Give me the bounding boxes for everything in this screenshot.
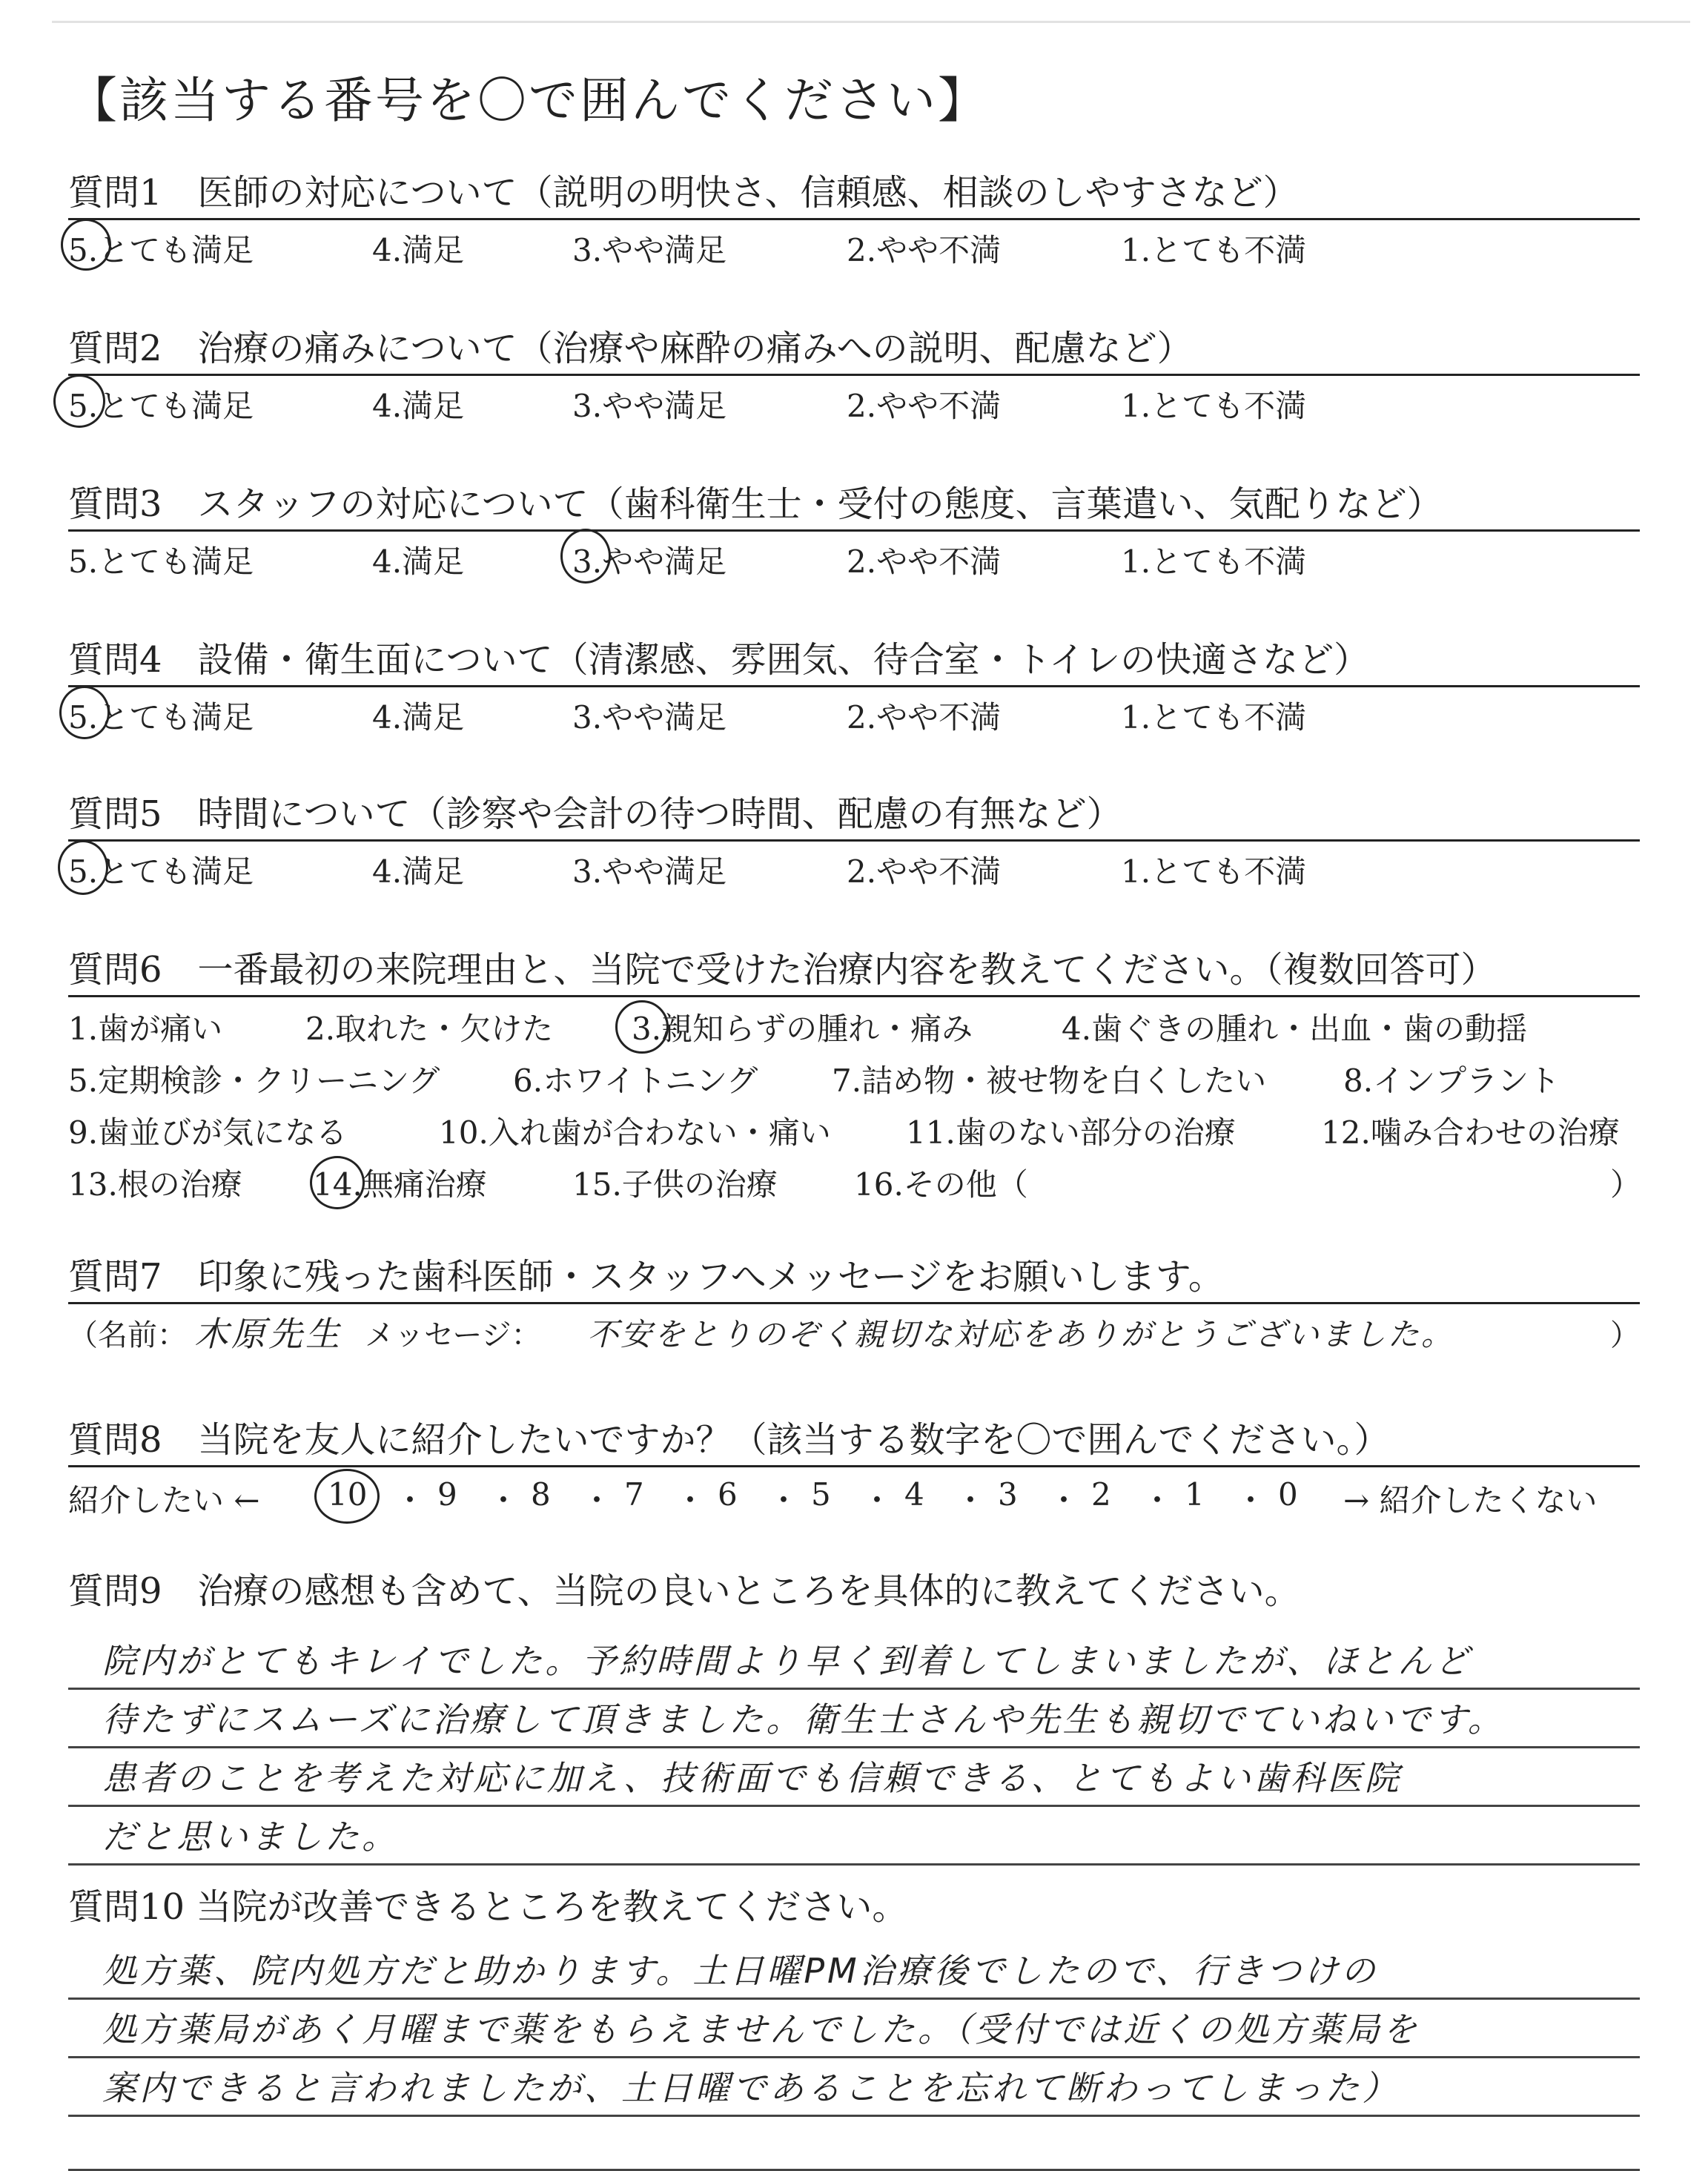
selection-circle — [560, 529, 611, 584]
scale-dot: ・ — [675, 1482, 706, 1519]
q6-option-14[interactable]: 14.無痛治療 — [313, 1166, 487, 1203]
question-3 — [68, 480, 1640, 580]
selection-circle — [53, 374, 105, 428]
q6-other-close: ） — [1610, 1166, 1642, 1203]
q6-option-3[interactable]: 3.親知らずの腫れ・痛み — [632, 1011, 973, 1047]
option-4[interactable]: 4.満足 — [372, 232, 465, 268]
question-10 — [68, 1883, 1640, 2171]
question-title: 質問5 時間について（診察や会計の待つ時間、配慮の有無など） — [68, 793, 1122, 835]
scale-dot: ・ — [581, 1482, 613, 1519]
question-title: 質問8 当院を友人に紹介したいですか？（該当する数字を〇で囲んでください。） — [68, 1419, 1390, 1461]
question-title: 質問4 設備・衛生面について（清潔感、雰囲気、待合室・トイレの快適さなど） — [68, 639, 1370, 681]
option-1[interactable]: 1.とても不満 — [1121, 388, 1307, 424]
option-3[interactable]: 3.やや満足 — [572, 232, 727, 268]
answer-line[interactable]: 案内できると言われましたが、土日曜であることを忘れて断わってしまった） — [68, 2058, 1640, 2117]
scale-dot: ・ — [768, 1482, 800, 1519]
q6-option-7[interactable]: 7.詰め物・被せ物を白くしたい — [832, 1063, 1267, 1099]
answer-line[interactable]: 処方薬局があく月曜まで薬をもらえませんでした。（受付では近くの処方薬局を — [68, 2000, 1640, 2058]
q6-option-1[interactable]: 1.歯が痛い — [68, 1011, 223, 1047]
rating-options — [68, 532, 1640, 580]
q6-row-1 — [68, 997, 1640, 1049]
scale-10[interactable]: 10 — [328, 1476, 368, 1513]
q6-row-2 — [68, 1049, 1640, 1101]
option-4[interactable]: 4.満足 — [372, 543, 465, 580]
recommend-scale — [68, 1467, 1640, 1519]
q6-option-4[interactable]: 4.歯ぐきの腫れ・出血・歯の動揺 — [1062, 1011, 1528, 1047]
scale-1[interactable]: 1 — [1185, 1476, 1205, 1513]
selection-circle — [58, 840, 108, 895]
q6-option-2[interactable]: 2.取れた・欠けた — [305, 1011, 554, 1047]
option-2[interactable]: 2.やや不満 — [847, 543, 1002, 580]
question-title: 質問9 治療の感想も含めて、当院の良いところを具体的に教えてください。 — [68, 1570, 1300, 1612]
option-2[interactable]: 2.やや不満 — [847, 699, 1002, 736]
question-7 — [68, 1253, 1640, 1353]
q6-row-4 — [68, 1153, 1640, 1205]
rating-options — [68, 376, 1640, 424]
question-title: 質問7 印象に残った歯科医師・スタッフへメッセージをお願いします。 — [68, 1256, 1224, 1298]
option-3[interactable]: 3.やや満足 — [572, 853, 727, 890]
scale-9[interactable]: 9 — [437, 1476, 457, 1513]
scale-dot: ・ — [955, 1482, 987, 1519]
q6-option-16[interactable]: 16.その他（ — [854, 1166, 1028, 1203]
answer-lines — [68, 1941, 1640, 2171]
question-title: 質問6 一番最初の来院理由と、当院で受けた治療内容を教えてください。（複数回答可） — [68, 949, 1497, 991]
answer-line[interactable]: 処方薬、院内処方だと助かります。土日曜PM治療後でしたので、行きつけの — [68, 1941, 1640, 2000]
q6-option-15[interactable]: 15.子供の治療 — [572, 1166, 778, 1203]
scale-8[interactable]: 8 — [531, 1476, 551, 1513]
option-3[interactable]: 3.やや満足 — [572, 543, 727, 580]
message-label: メッセージ： — [365, 1318, 541, 1352]
answer-line[interactable]: 待たずにスムーズに治療して頂きました。衛生士さんや先生も親切でていねいです。 — [68, 1690, 1640, 1748]
option-1[interactable]: 1.とても不満 — [1121, 232, 1307, 268]
option-1[interactable]: 1.とても不満 — [1121, 543, 1307, 580]
rating-options — [68, 842, 1640, 890]
q6-option-6[interactable]: 6.ホワイトニング — [513, 1063, 758, 1099]
q6-option-13[interactable]: 13.根の治療 — [68, 1166, 242, 1203]
scale-0[interactable]: 0 — [1278, 1476, 1298, 1513]
name-label: （名前： — [68, 1318, 187, 1352]
question-4 — [68, 636, 1640, 736]
message-close: ） — [1610, 1318, 1640, 1352]
option-5[interactable]: 5.とても満足 — [68, 853, 254, 890]
scale-dot: ・ — [1048, 1482, 1080, 1519]
q6-option-11[interactable]: 11.歯のない部分の治療 — [906, 1114, 1236, 1151]
option-2[interactable]: 2.やや不満 — [847, 853, 1002, 890]
option-4[interactable]: 4.満足 — [372, 699, 465, 736]
question-6 — [68, 946, 1640, 1205]
page-title: 【該当する番号を〇で囲んでください】 — [68, 72, 989, 129]
scale-4[interactable]: 4 — [904, 1476, 924, 1513]
question-title: 質問10 当院が改善できるところを教えてください。 — [68, 1886, 908, 1928]
question-9 — [68, 1567, 1640, 1866]
scale-2[interactable]: 2 — [1091, 1476, 1111, 1513]
scale-left-label: 紹介したい ← — [68, 1482, 260, 1519]
rating-options — [68, 687, 1640, 736]
q6-option-5[interactable]: 5.定期検診・クリーニング — [68, 1063, 440, 1099]
rating-options — [68, 220, 1640, 268]
option-5[interactable]: 5.とても満足 — [68, 543, 254, 580]
question-1 — [68, 169, 1640, 268]
q6-option-10[interactable]: 10.入れ歯が合わない・痛い — [439, 1114, 831, 1151]
answer-line[interactable]: だと思いました。 — [68, 1807, 1640, 1866]
message-value[interactable]: 不安をとりのぞく親切な対応をありがとうございました。 — [587, 1316, 1455, 1352]
scale-3[interactable]: 3 — [998, 1476, 1018, 1513]
option-5[interactable]: 5.とても満足 — [68, 388, 254, 424]
scale-6[interactable]: 6 — [718, 1476, 738, 1513]
selection-circle — [314, 1469, 380, 1524]
scale-dot: ・ — [1142, 1482, 1174, 1519]
question-8 — [68, 1416, 1640, 1519]
question-title: 質問2 治療の痛みについて（治療や麻酔の痛みへの説明、配慮など） — [68, 328, 1193, 369]
option-3[interactable]: 3.やや満足 — [572, 388, 727, 424]
selection-circle — [61, 219, 111, 271]
scale-7[interactable]: 7 — [624, 1476, 644, 1513]
scale-right-label: → 紹介したくない — [1343, 1482, 1598, 1519]
selection-circle — [59, 686, 110, 739]
option-2[interactable]: 2.やや不満 — [847, 388, 1002, 424]
q6-option-12[interactable]: 12.噛み合わせの治療 — [1321, 1114, 1620, 1151]
question-5 — [68, 790, 1640, 890]
top-border — [52, 21, 1690, 23]
q6-row-3 — [68, 1101, 1640, 1153]
message-row — [68, 1304, 1640, 1353]
name-value[interactable]: 木原先生 — [194, 1314, 342, 1354]
question-title: 質問1 医師の対応について（説明の明快さ、信頼感、相談のしやすさなど） — [68, 172, 1299, 214]
scale-dot: ・ — [1235, 1482, 1267, 1519]
option-2[interactable]: 2.やや不満 — [847, 232, 1002, 268]
option-1[interactable]: 1.とても不満 — [1121, 699, 1307, 736]
scale-dot: ・ — [861, 1482, 893, 1519]
option-5[interactable]: 5.とても満足 — [68, 232, 254, 268]
option-5[interactable]: 5.とても満足 — [68, 699, 254, 736]
option-4[interactable]: 4.満足 — [372, 853, 465, 890]
answer-line[interactable]: 院内がとてもキレイでした。予約時間より早く到着してしまいましたが、ほとんど — [68, 1631, 1640, 1690]
selection-circle — [615, 1000, 669, 1054]
scale-dot: ・ — [394, 1482, 426, 1519]
option-4[interactable]: 4.満足 — [372, 388, 465, 424]
option-3[interactable]: 3.やや満足 — [572, 699, 727, 736]
q6-option-9[interactable]: 9.歯並びが気になる — [68, 1114, 348, 1151]
selection-circle — [310, 1156, 365, 1209]
q6-option-8[interactable]: 8.インプラント — [1343, 1063, 1560, 1099]
option-1[interactable]: 1.とても不満 — [1121, 853, 1307, 890]
question-title: 質問3 スタッフの対応について（歯科衛生士・受付の態度、言葉遣い、気配りなど） — [68, 483, 1443, 525]
question-2 — [68, 325, 1640, 424]
answer-line[interactable]: 患者のことを考えた対応に加え、技術面でも信頼できる、とてもよい歯科医院 — [68, 1748, 1640, 1807]
answer-lines — [68, 1631, 1640, 1866]
scale-dot: ・ — [488, 1482, 520, 1519]
scale-5[interactable]: 5 — [811, 1476, 831, 1513]
answer-line[interactable] — [68, 2117, 1640, 2171]
